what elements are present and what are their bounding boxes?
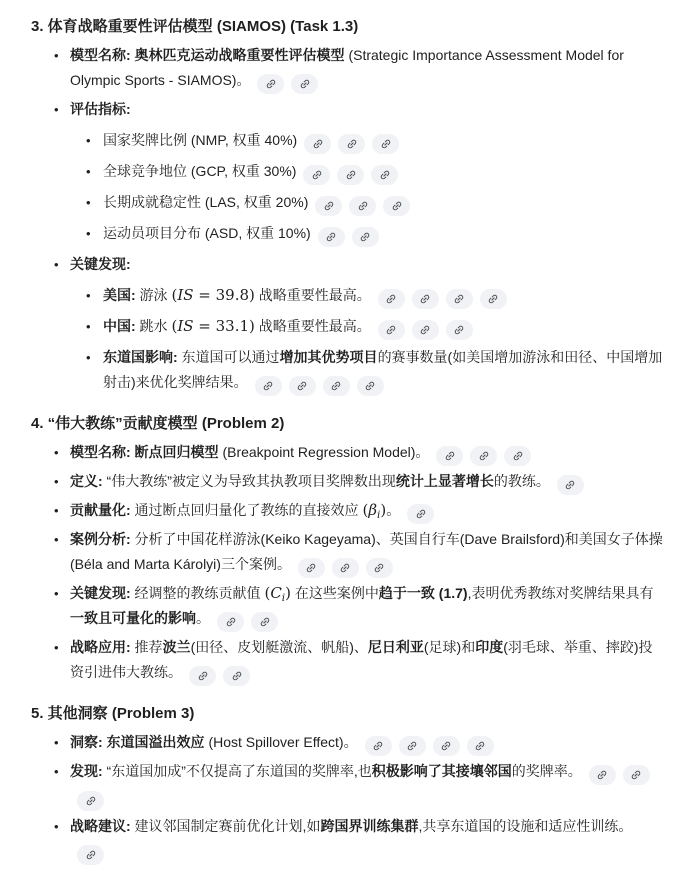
link-icon — [385, 293, 397, 305]
text-run: 统计上显著增长 — [395, 473, 494, 489]
link-icon — [391, 200, 403, 212]
text-run: 贡献量化: — [70, 502, 131, 518]
link-icon — [419, 293, 431, 305]
link-icon — [296, 380, 308, 392]
text-run: “东道国加成”不仅提高了东道国的奖牌率,也 — [102, 763, 372, 779]
text-run: 东道国溢出效应 — [102, 734, 205, 750]
link-icon — [478, 450, 490, 462]
section-heading: 3. 体育战略重要性评估模型 (SIAMOS) (Task 1.3) — [31, 18, 359, 35]
citation-chip[interactable] — [298, 558, 325, 578]
text-run: 中国: — [103, 318, 136, 334]
text-run: 东道国影响: — [103, 349, 178, 365]
link-icon — [372, 740, 384, 752]
text-run: 通过断点回归量化了教练的直接效应 — [130, 502, 363, 518]
text-run: IS — [177, 286, 194, 304]
citation-chip[interactable] — [303, 165, 330, 185]
list-item — [31, 498, 665, 524]
citation-chip[interactable] — [589, 765, 616, 785]
citation-chip[interactable] — [412, 320, 439, 340]
text-run: (足球)和 — [423, 639, 476, 655]
citation-chip[interactable] — [323, 376, 350, 396]
link-icon — [453, 293, 465, 305]
text-run: 关键发现: — [70, 256, 131, 272]
link-icon — [444, 450, 456, 462]
link-icon — [379, 169, 391, 181]
link-icon — [311, 169, 323, 181]
text-run: ( — [362, 501, 369, 519]
link-icon — [231, 670, 243, 682]
link-icon — [259, 616, 271, 628]
section-heading: 5. 其他洞察 (Problem 3) — [31, 705, 195, 722]
text-run: 关键发现: — [70, 585, 131, 601]
link-icon — [380, 138, 392, 150]
list-item — [31, 252, 665, 396]
text-run: ,表明优秀教练对奖牌结果具有 — [467, 585, 654, 601]
citation-chip[interactable] — [412, 289, 439, 309]
text-run: 美国: — [103, 287, 136, 303]
link-icon — [345, 169, 357, 181]
text-run: 东道国可以通过 — [177, 349, 280, 365]
citation-chip[interactable] — [378, 289, 405, 309]
list-item — [70, 221, 665, 247]
citation-chip[interactable] — [436, 446, 463, 466]
list-item — [70, 283, 665, 309]
text-run: β — [368, 501, 377, 519]
section-heading: 4. “伟大教练”贡献度模型 (Problem 2) — [31, 415, 285, 432]
link-icon — [305, 562, 317, 574]
text-run: 战略建议: — [70, 818, 131, 834]
text-run: 战略重要性最高。 — [254, 318, 371, 334]
text-run: (Strategic Importance Assessment Model for Olympic Sports - SIAMOS)。 — [70, 47, 624, 88]
list-item — [70, 345, 665, 396]
text-run: 战略重要性最高。 — [254, 287, 371, 303]
text-run: 定义: — [70, 473, 103, 489]
text-run: 发现: — [70, 763, 103, 779]
citation-chip[interactable] — [623, 765, 650, 785]
citation-chip[interactable] — [315, 196, 342, 216]
text-run: 长期成就稳定性 (LAS, 权重 20%) — [103, 194, 309, 210]
citation-chip[interactable] — [349, 196, 376, 216]
text-run: 增加其优势项目 — [279, 349, 378, 365]
bullet-list — [31, 440, 665, 686]
citation-chip[interactable] — [446, 320, 473, 340]
citation-chip[interactable] — [407, 504, 434, 524]
text-run: 断点回归模型 — [130, 444, 219, 460]
citation-chip[interactable] — [446, 289, 473, 309]
list-item — [31, 635, 665, 686]
text-run: (羽毛球、举重、摔跤)投资引进伟大教练。 — [70, 639, 653, 680]
list-item — [31, 440, 665, 466]
citation-chip[interactable] — [255, 376, 282, 396]
text-run: 分析了中国花样游泳(Keiko Kageyama)、英国自行车(Dave Brailsford)和美国女子体操(Béla and Marta Károlyi)三个案例。 — [70, 531, 663, 572]
link-icon — [339, 562, 351, 574]
link-icon — [323, 200, 335, 212]
text-run: i — [376, 509, 381, 521]
text-run: 评估指标: — [70, 101, 131, 117]
citation-chip[interactable] — [378, 320, 405, 340]
text-run: 经调整的教练贡献值 — [130, 585, 265, 601]
list-item — [70, 314, 665, 340]
text-run: 的教练。 — [493, 473, 550, 489]
text-run: 趋于一致 (1.7) — [378, 585, 468, 601]
text-run: 印度 — [475, 639, 504, 655]
citation-chip[interactable] — [189, 666, 216, 686]
citation-chip[interactable] — [217, 612, 244, 632]
citation-chip[interactable] — [289, 376, 316, 396]
citation-chip[interactable] — [467, 736, 494, 756]
link-icon — [512, 450, 524, 462]
text-run: 模型名称: — [70, 444, 131, 460]
citation-chip[interactable] — [338, 134, 365, 154]
citation-chip[interactable] — [332, 558, 359, 578]
text-run: 模型名称: — [70, 47, 131, 63]
list-item — [31, 527, 665, 578]
citation-chip[interactable] — [251, 612, 278, 632]
text-run: ,共享东道国的设施和适应性训练。 — [418, 818, 633, 834]
text-run: 尼日利亚 — [367, 639, 424, 655]
citation-chip[interactable] — [372, 134, 399, 154]
list-item — [70, 159, 665, 185]
text-run: ) — [285, 584, 292, 602]
text-run: C — [270, 584, 282, 602]
link-icon — [85, 795, 97, 807]
link-icon — [630, 769, 642, 781]
text-run: 在这些案例中 — [291, 585, 379, 601]
link-icon — [357, 200, 369, 212]
link-icon — [406, 740, 418, 752]
link-icon — [85, 849, 97, 861]
text-run: 案例分析: — [70, 531, 131, 547]
link-icon — [312, 138, 324, 150]
text-run: 奥林匹克运动战略重要性评估模型 — [130, 47, 345, 63]
text-run: 全球竞争地位 (GCP, 权重 30%) — [103, 163, 297, 179]
list-item — [31, 97, 665, 247]
citation-chip[interactable] — [399, 736, 426, 756]
text-run: 的奖牌率。 — [511, 763, 582, 779]
link-icon — [346, 138, 358, 150]
text-run: 游泳 — [135, 287, 172, 303]
text-run: ( — [171, 317, 178, 335]
list-item — [70, 128, 665, 154]
text-run: i — [281, 592, 286, 604]
text-run: 。 — [196, 610, 210, 626]
bullet-list — [31, 43, 665, 396]
link-icon — [453, 324, 465, 336]
citation-chip[interactable] — [223, 666, 250, 686]
citation-chip[interactable] — [557, 475, 584, 495]
link-icon — [440, 740, 452, 752]
list-item — [31, 43, 665, 94]
citation-chip[interactable] — [77, 791, 104, 811]
text-run: 一致且可量化的影响 — [70, 610, 196, 626]
citation-chip[interactable] — [480, 289, 507, 309]
link-icon — [564, 479, 576, 491]
citation-chip[interactable] — [504, 446, 531, 466]
bullet-list — [31, 730, 665, 865]
text-run: 。 — [386, 502, 401, 518]
link-icon — [596, 769, 608, 781]
text-run: 战略应用: — [70, 639, 131, 655]
text-run: (Host Spillover Effect)。 — [204, 734, 358, 750]
link-icon — [373, 562, 385, 574]
link-icon — [487, 293, 499, 305]
text-run: ( — [171, 286, 178, 304]
link-icon — [325, 231, 337, 243]
text-run: 的赛事数量(如美国增加游泳和田径、中国增加射击)来优化奖牌结果。 — [103, 349, 663, 390]
link-icon — [419, 324, 431, 336]
text-run: IS — [177, 317, 194, 335]
citation-chip[interactable] — [291, 74, 318, 94]
text-run: = 33.1) — [193, 317, 255, 335]
text-run: “伟大教练”被定义为导致其执教项目奖牌数出现 — [102, 473, 396, 489]
list-item — [70, 190, 665, 216]
text-run: ) — [380, 501, 387, 519]
text-run: 洞察: — [70, 734, 103, 750]
link-icon — [385, 324, 397, 336]
citation-chip[interactable] — [257, 74, 284, 94]
text-run: 推荐 — [130, 639, 163, 655]
citation-chip[interactable] — [383, 196, 410, 216]
text-run: 跳水 — [135, 318, 172, 334]
link-icon — [225, 616, 237, 628]
link-icon — [415, 508, 427, 520]
citation-chip[interactable] — [433, 736, 460, 756]
link-icon — [359, 231, 371, 243]
citation-chip[interactable] — [366, 558, 393, 578]
text-run: 国家奖牌比例 (NMP, 权重 40%) — [103, 132, 298, 148]
text-run: 跨国界训练集群 — [320, 818, 419, 834]
text-run: (Breakpoint Regression Model)。 — [218, 444, 430, 460]
link-icon — [474, 740, 486, 752]
citation-chip[interactable] — [318, 227, 345, 247]
list-item — [31, 759, 665, 811]
link-icon — [330, 380, 342, 392]
text-run: (田径、皮划艇激流、帆船)、 — [190, 639, 368, 655]
list-item — [31, 814, 665, 865]
text-run: 运动员项目分布 (ASD, 权重 10%) — [103, 225, 311, 241]
link-icon — [262, 380, 274, 392]
citation-chip[interactable] — [304, 134, 331, 154]
text-run: 积极影响了其接壤邻国 — [371, 763, 512, 779]
text-run: 建议邻国制定赛前优化计划,如 — [130, 818, 321, 834]
link-icon — [265, 78, 277, 90]
citation-chip[interactable] — [352, 227, 379, 247]
text-run: 波兰 — [162, 639, 191, 655]
citation-chip[interactable] — [357, 376, 384, 396]
sub-bullet-list — [70, 128, 665, 247]
citation-chip[interactable] — [337, 165, 364, 185]
link-icon — [364, 380, 376, 392]
text-run: = 39.8) — [193, 286, 255, 304]
list-item — [31, 581, 665, 632]
text-run: ( — [264, 584, 271, 602]
citation-chip[interactable] — [470, 446, 497, 466]
sub-bullet-list — [70, 283, 665, 396]
list-item — [31, 730, 665, 756]
citation-chip[interactable] — [371, 165, 398, 185]
list-item — [31, 469, 665, 495]
citation-chip[interactable] — [77, 845, 104, 865]
link-icon — [197, 670, 209, 682]
citation-chip[interactable] — [365, 736, 392, 756]
link-icon — [299, 78, 311, 90]
